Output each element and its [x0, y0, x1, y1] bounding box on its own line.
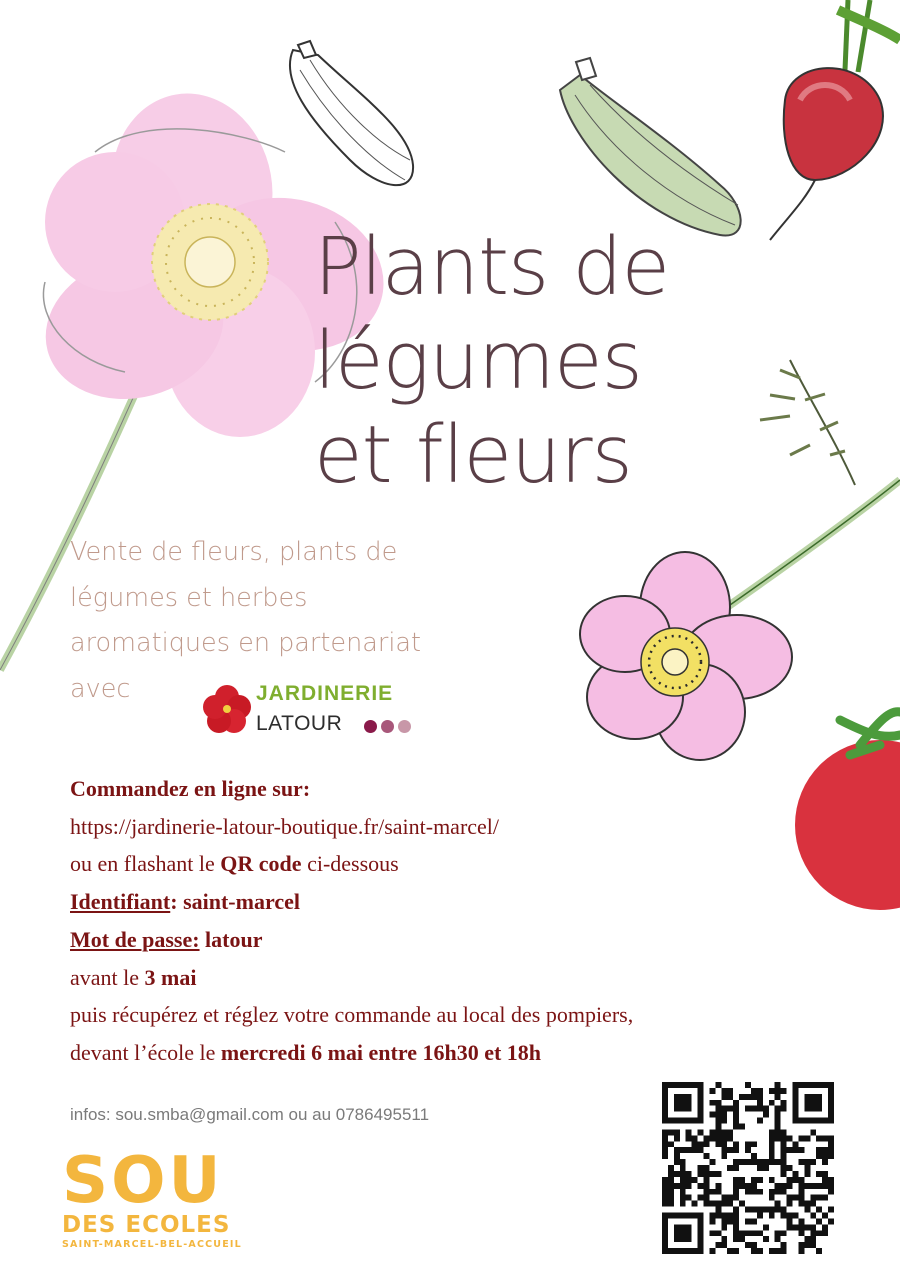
pickup-pre: devant l’école le — [70, 1039, 221, 1065]
qr-pre: ou en flashant le — [70, 851, 221, 877]
intro-line-3: aromatiques en partenariat — [70, 628, 422, 658]
order-instructions — [70, 770, 870, 1072]
dot-3 — [398, 720, 411, 733]
order-qr-line — [70, 845, 870, 883]
order-pickup-when-line — [70, 1034, 870, 1072]
beetroot-icon — [770, 0, 900, 240]
partner-dots — [364, 718, 415, 737]
before-date: 3 mai — [144, 964, 197, 990]
order-pickup-line: puis récupérez et réglez votre commande au local des pompiers, — [70, 1002, 634, 1028]
zucchini-icon — [290, 41, 413, 185]
sou-logo-line-3: SAINT-MARCEL-BEL-ACCUEIL — [62, 1239, 242, 1250]
green-zucchini-icon — [560, 58, 741, 235]
pickup-when: mercredi 6 mai entre 16h30 et 18h — [220, 1039, 542, 1065]
dot-1 — [364, 720, 377, 733]
sou-logo — [62, 1144, 262, 1252]
qr-code-icon[interactable] — [662, 1082, 834, 1254]
order-deadline-line — [70, 959, 870, 997]
qr-cells — [662, 1082, 834, 1254]
sou-logo-line-2: DES ECOLES — [62, 1212, 231, 1238]
title-line-1: Plants de — [314, 221, 670, 313]
intro-line-1: Vente de fleurs, plants de — [70, 537, 398, 567]
intro-line-2: légumes et herbes — [70, 582, 308, 613]
pw-label: Mot de passe: — [70, 926, 200, 952]
intro-line-4: avec — [70, 673, 131, 704]
order-pw-line — [70, 921, 870, 959]
id-label: Identifiant — [70, 889, 171, 915]
partner-name-jardinerie: JARDINERIE — [256, 682, 394, 705]
qr-post: ci-dessous — [301, 851, 399, 877]
sou-logo-line-1: SOU — [62, 1144, 224, 1218]
partner-name-latour: LATOUR — [256, 712, 343, 735]
id-value: : saint-marcel — [170, 889, 300, 915]
order-id-line — [70, 883, 870, 921]
dot-2 — [381, 720, 394, 733]
qr-bold: QR code — [220, 851, 302, 877]
before-pre: avant le — [70, 964, 145, 990]
poster-title — [314, 220, 754, 502]
order-url[interactable]: https://jardinerie-latour-boutique.fr/saint-marcel/ — [70, 813, 500, 839]
contact-infos: infos: sou.smba@gmail.com ou au 0786495511 — [70, 1105, 430, 1124]
title-line-3: et fleurs — [314, 409, 632, 501]
order-heading: Commandez en ligne sur: — [70, 776, 311, 801]
herb-sprig-icon — [760, 360, 855, 485]
title-line-2: légumes — [314, 315, 642, 407]
pw-value: latour — [199, 926, 263, 952]
